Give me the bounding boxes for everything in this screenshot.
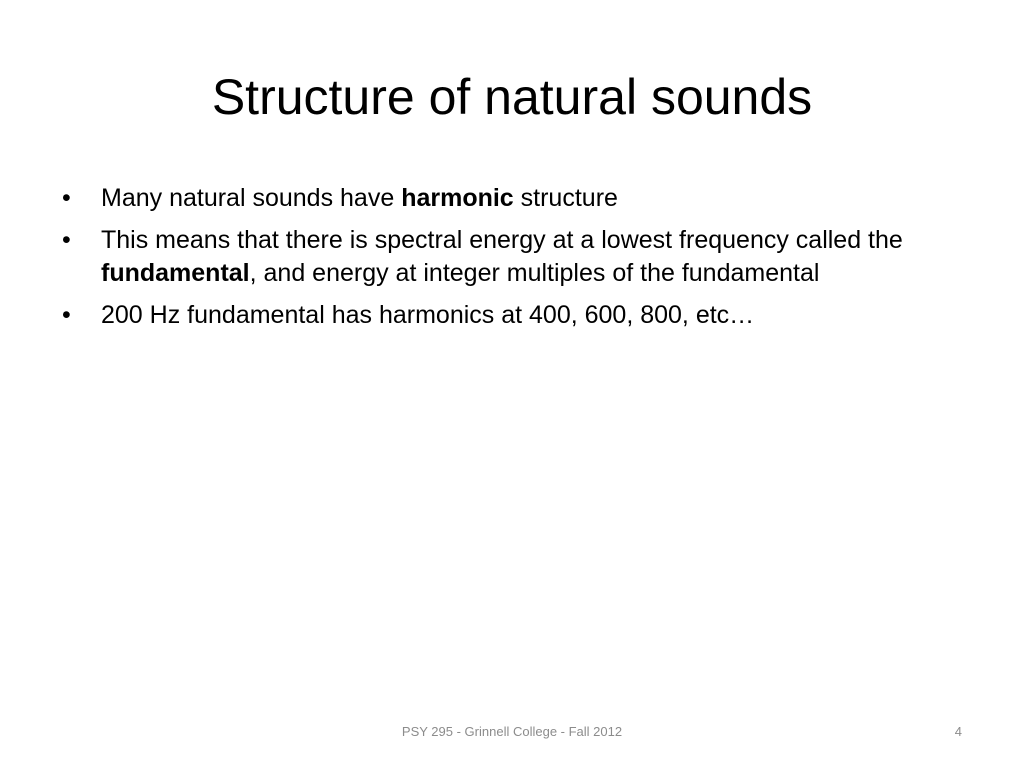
bullet-item (62, 224, 942, 290)
slide-footer: PSY 295 - Grinnell College - Fall 2012 (401, 724, 623, 739)
bullet-text: Many natural sounds have (101, 184, 402, 212)
bullet-list (62, 182, 942, 341)
slide-title: Structure of natural sounds (211, 69, 813, 125)
bullet-marker: • (62, 226, 71, 254)
bullet-item (62, 299, 942, 332)
bullet-marker: • (62, 184, 71, 212)
bullet-text: This means that there is spectral energy at a lowest frequency called the (101, 226, 903, 254)
bullet-marker: • (62, 301, 71, 329)
bullet-item (62, 182, 942, 215)
bullet-text: 200 Hz fundamental has harmonics at 400, 600, 800, etc… (101, 301, 755, 329)
page-number: 4 (954, 724, 962, 739)
bullet-bold-text: harmonic (401, 184, 514, 212)
bullet-text: structure (513, 184, 618, 212)
bullet-bold-text: fundamental (101, 259, 250, 287)
bullet-text: , and energy at integer multiples of the fundamental (249, 259, 820, 287)
